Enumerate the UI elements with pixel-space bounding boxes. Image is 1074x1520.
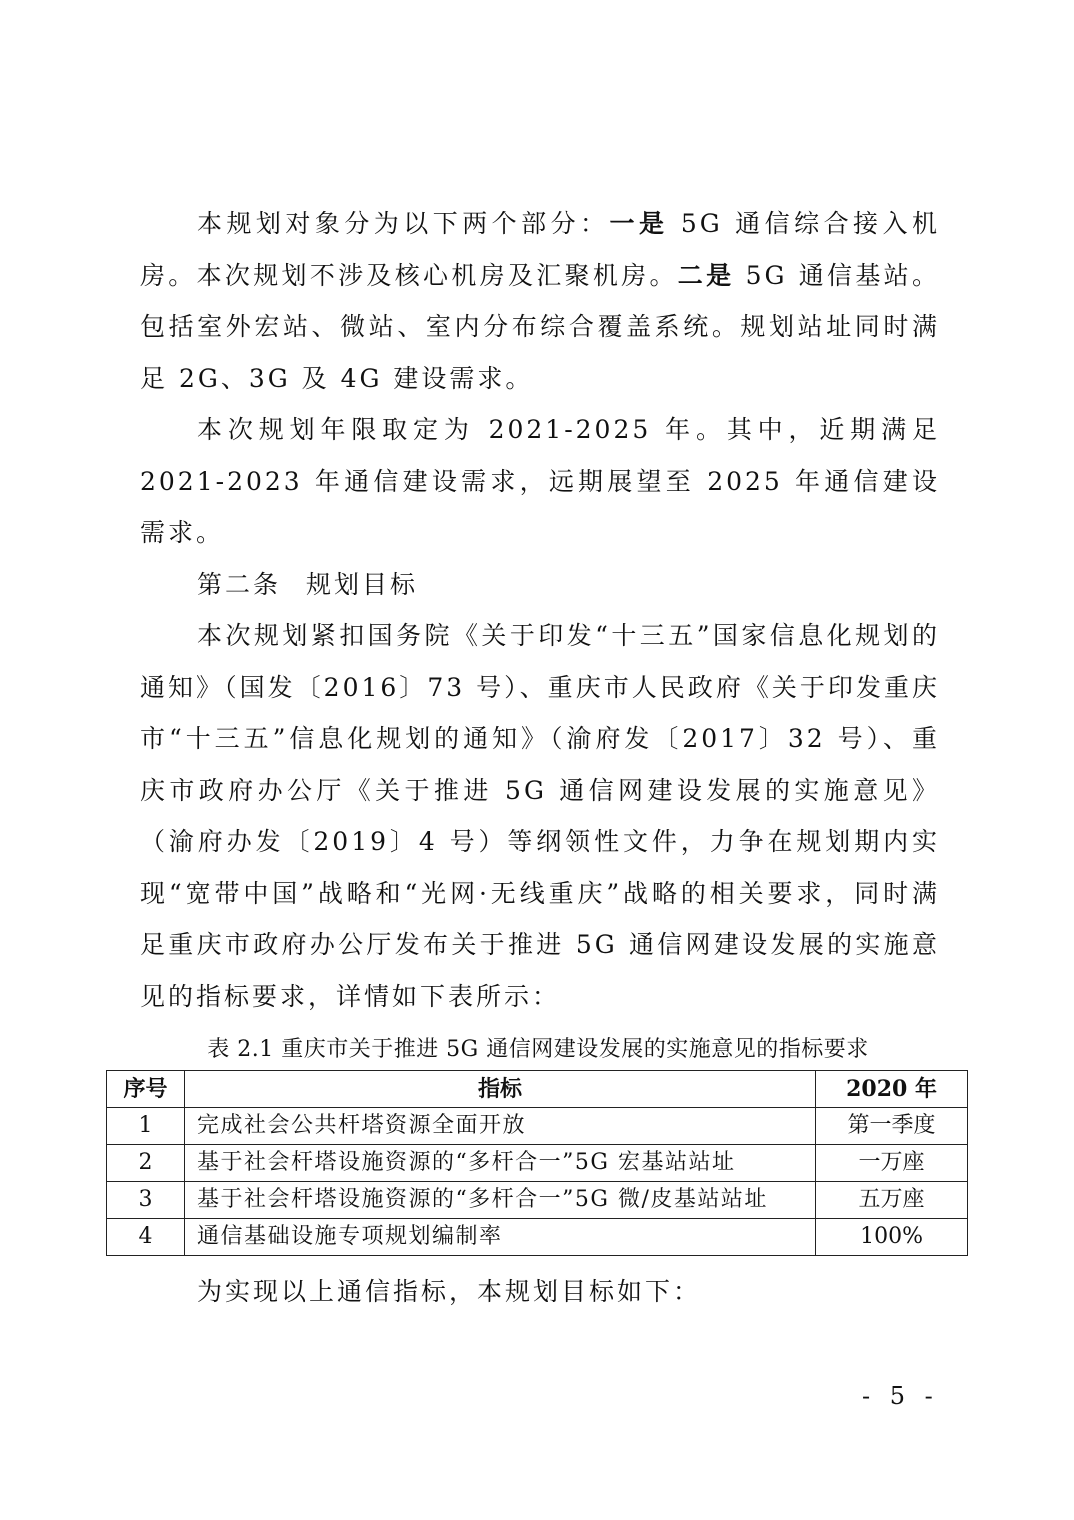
row-indicator: 通信基础设施专项规划编制率 [184,1219,815,1256]
row-indicator: 完成社会公共杆塔资源全面开放 [184,1108,815,1145]
paragraph-scope-bold-one: 一是 [609,209,669,238]
row-indicator: 基于社会杆塔设施资源的“多杆合一”5G 微/皮基站站址 [184,1182,815,1219]
header-year: 2020 年 [816,1071,968,1108]
article-number: 第二条 [197,569,282,599]
paragraph-period: 本次规划年限取定为 2021-2025 年。其中，近期满足 2021-2023 年通信建设需求，远期展望至 2025 年通信建设需求。 [140,415,940,547]
row-index: 2 [107,1145,185,1182]
paragraph-scope-bold-two: 二是 [677,260,735,290]
header-index: 序号 [107,1071,185,1108]
paragraph-scope-prefix: 本规划对象分为以下两个部分： [197,209,610,238]
page-number: - 5 - [862,1382,939,1410]
paragraph-targets: 本次规划紧扣国务院《关于印发“十三五”国家信息化规划的通知》（国发〔2016〕73 号）、重庆市人民政府《关于印发重庆市“十三五”信息化规划的通知》（渝府发〔2017〕32 号）、重庆市政府办公厅《关于推进 5G 通信网建设发展的实施意见》（渝府办发〔2019〕4 号）等纲领性文件，力争在规划期内实现“宽带中国”战略和“光网·无线重庆”战略的相关要求，同时满足重庆市政府办公厅发布关于推进 5G 通信网建设发展的实施意见的指标要求，详情如下表所示： [140,621,940,1011]
article-heading [140,559,940,611]
table-row [107,1182,968,1219]
article-title: 规划目标 [306,569,419,599]
table-header-row [107,1071,968,1108]
table-row [107,1145,968,1182]
row-value: 第一季度 [816,1108,968,1145]
row-index: 3 [107,1182,185,1219]
row-value: 五万座 [816,1182,968,1219]
row-index: 4 [107,1219,185,1256]
indicator-table [106,1070,968,1256]
row-value: 一万座 [816,1145,968,1182]
page-content [123,198,940,1318]
paragraph-scope [140,198,940,404]
paragraph-goals-intro: 为实现以上通信指标，本规划目标如下： [197,1277,702,1306]
table-row [107,1108,968,1145]
table-row [107,1219,968,1256]
paragraph-scope-suffix: 5G 通信基站。包括室外宏站、微站、室内分布综合覆盖系统。规划站址同时满足 2G、3G 及 4G 建设需求。 [140,260,940,393]
row-indicator: 基于社会杆塔设施资源的“多杆合一”5G 宏基站站址 [184,1145,815,1182]
row-index: 1 [107,1108,185,1145]
row-value: 100% [816,1219,968,1256]
paragraph-scope-middle: 5G 通信综合接入机房。本次规划不涉及核心机房及汇聚机房。 [140,209,940,290]
header-indicator: 指标 [184,1071,815,1108]
table-caption: 表 2.1 重庆市关于推进 5G 通信网建设发展的实施意见的指标要求 [207,1037,869,1062]
